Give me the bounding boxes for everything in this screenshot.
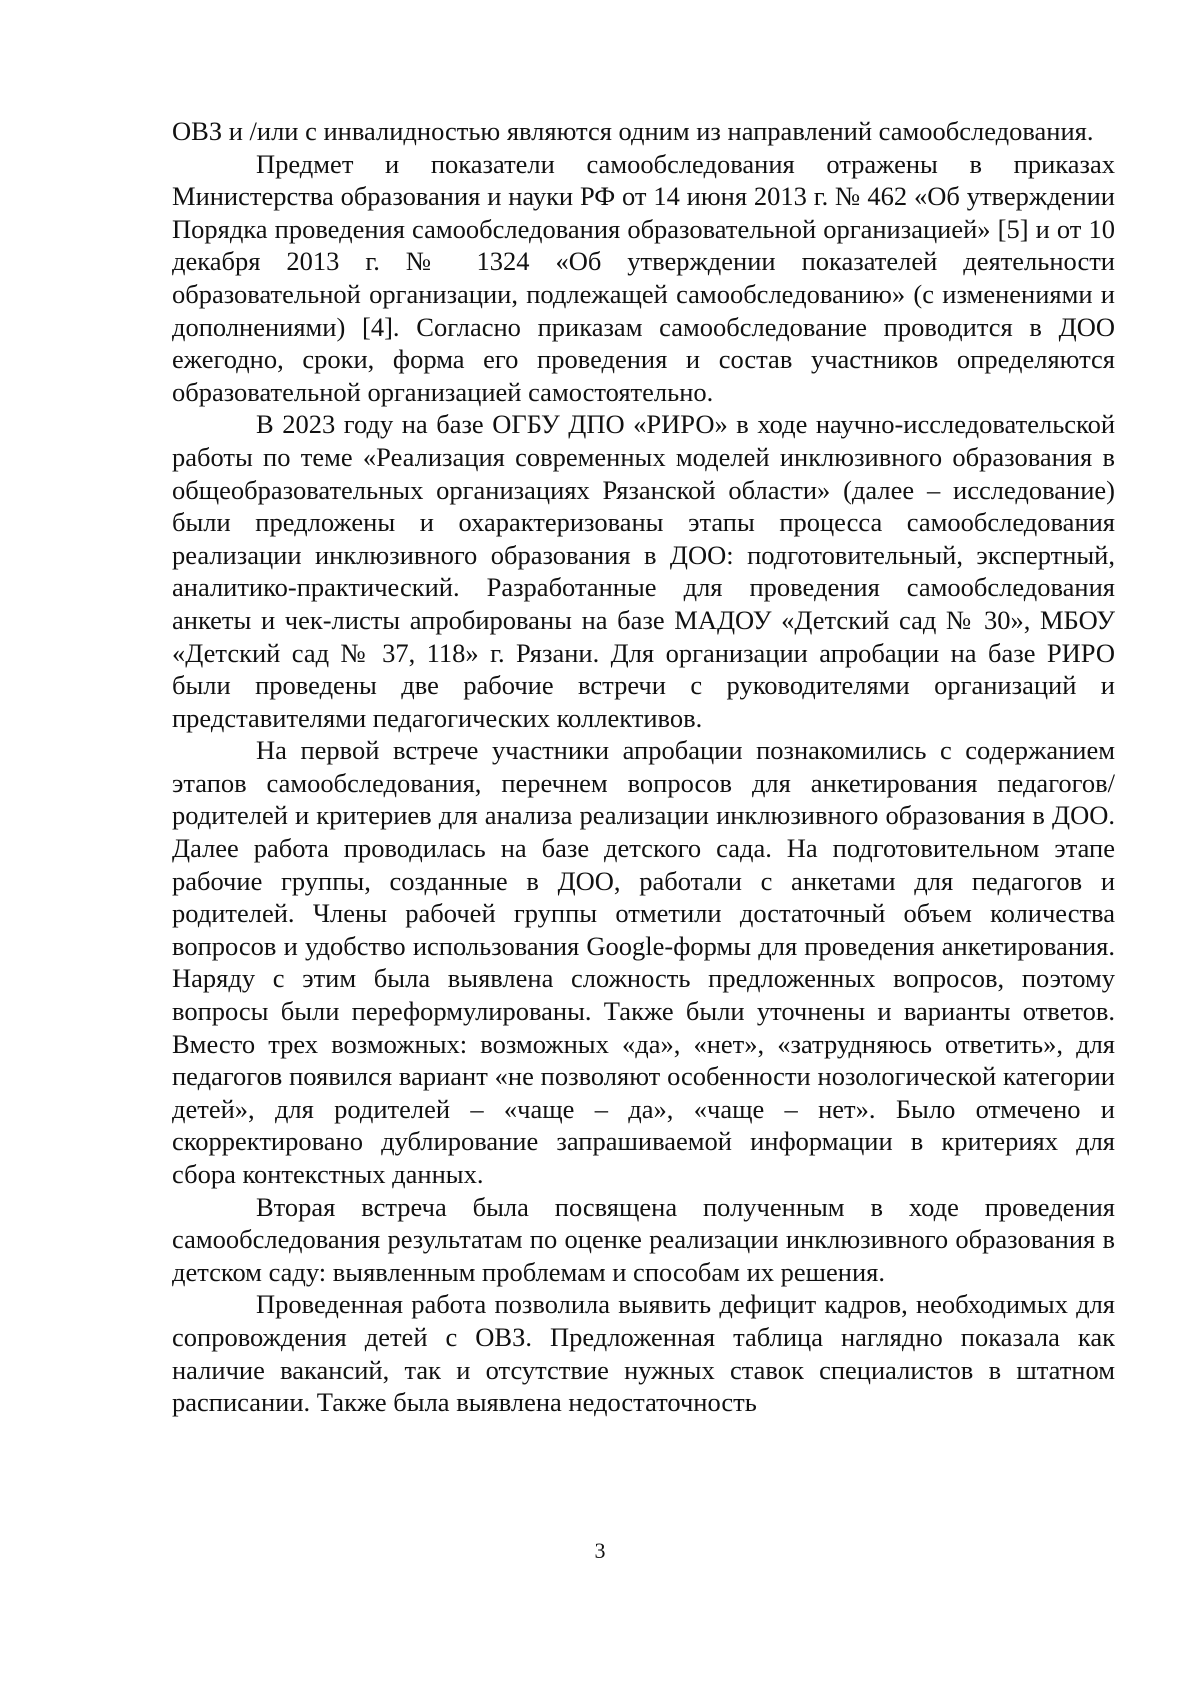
paragraph-second-meeting: Вторая встреча была посвящена полученным в ходе проведения самообследования результатам по оценке реализации инклюзивного образования в детском саду: выявленным проблемам и способам их решения. — [172, 1191, 1115, 1289]
paragraph-continuation: ОВЗ и /или с инвалидностью являются одним из направлений самообследования. — [172, 115, 1115, 148]
document-body — [172, 115, 1115, 1419]
paragraph-first-meeting: На первой встрече участники апробации познакомились с содержанием этапов самообследования, перечнем вопросов для анкетирования педагогов/родителей и критериев для анализа реализации инклюзивного образования в ДОО. Далее работа проводилась на базе детского сада. На подготовительном этапе рабочие группы, созданные в ДОО, работали с анкетами для педагогов и родителей. Члены рабочей группы отметили достаточный объем количества вопросов и удобство использования Google-формы для проведения анкетирования. Наряду с этим была выявлена сложность предложенных вопросов, поэтому вопросы были переформулированы. Также были уточнены и варианты ответов. Вместо трех возможных: возможных «да», «нет», «затрудняюсь ответить», для педагогов появился вариант «не позволяют особенности нозологической категории детей», для родителей – «чаще – да», «чаще – нет». Было отмечено и скорректировано дублирование запрашиваемой информации в критериях для сбора контекстных данных. — [172, 734, 1115, 1190]
paragraph-legal-basis: Предмет и показатели самообследования отражены в приказах Министерства образования и науки РФ от 14 июня 2013 г. № 462 «Об утверждении Порядка проведения самообследования образовательной организацией» [5] и от 10 декабря 2013 г. № 1324 «Об утверждении показателей деятельности образовательной организации, подлежащей самообследованию» (с изменениями и дополнениями) [4]. Согласно приказам самообследование проводится в ДОО ежегодно, сроки, форма его проведения и состав участников определяются образовательной организацией самостоятельно. — [172, 148, 1115, 409]
document-page — [0, 0, 1200, 1697]
page-number: 3 — [0, 1538, 1200, 1564]
paragraph-research: В 2023 году на базе ОГБУ ДПО «РИРО» в ходе научно-исследовательской работы по теме «Реализация современных моделей инклюзивного образования в общеобразовательных организациях Рязанской области» (далее – исследование) были предложены и охарактеризованы этапы процесса самообследования реализации инклюзивного образования в ДОО: подготовительный, экспертный, аналитико-практический. Разработанные для проведения самообследования анкеты и чек-листы апробированы на базе МАДОУ «Детский сад № 30», МБОУ «Детский сад № 37, 118» г. Рязани. Для организации апробации на базе РИРО были проведены две рабочие встречи с руководителями организаций и представителями педагогических коллективов. — [172, 408, 1115, 734]
paragraph-results: Проведенная работа позволила выявить дефицит кадров, необходимых для сопровождения детей с ОВЗ. Предложенная таблица наглядно показала как наличие вакансий, так и отсутствие нужных ставок специалистов в штатном расписании. Также была выявлена недостаточность — [172, 1288, 1115, 1418]
